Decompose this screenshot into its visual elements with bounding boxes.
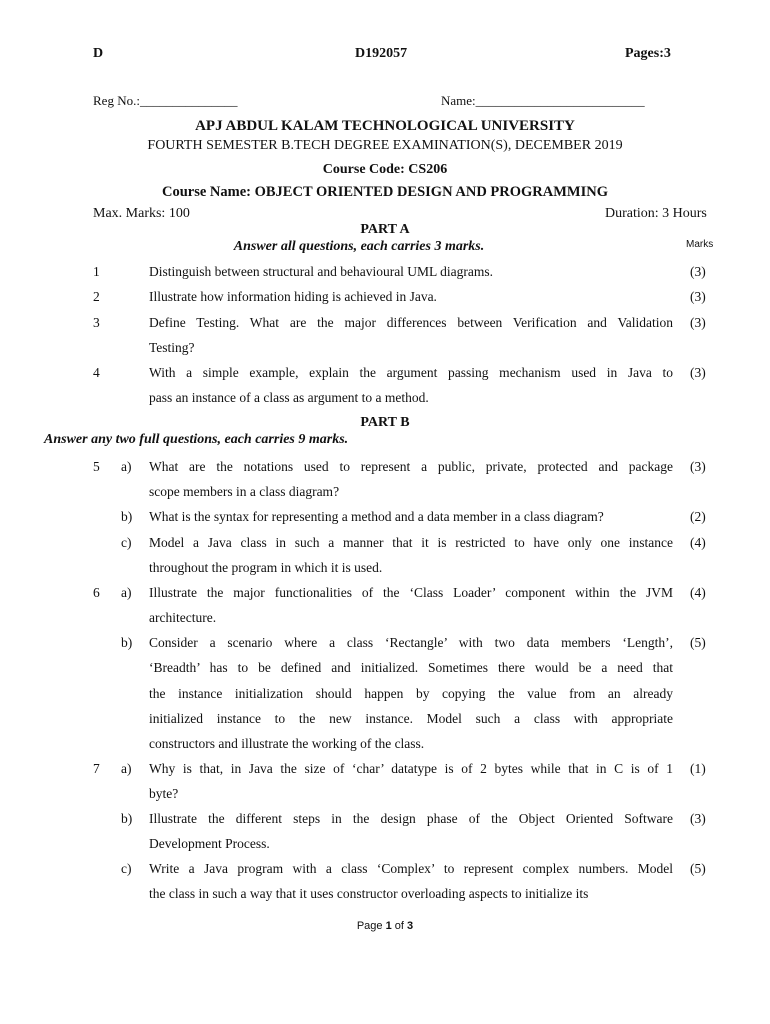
question-marks: (4)	[690, 535, 706, 550]
question-number: 7	[93, 761, 100, 776]
question-number: 4	[93, 365, 100, 380]
page-footer: Page 1 of 3	[356, 920, 414, 932]
subquestion-label: a)	[121, 761, 132, 776]
name-field: Name:__________________________	[441, 93, 645, 108]
part-a-instruction: Answer all questions, each carries 3 marks.	[233, 239, 485, 254]
question-text-line: What are the notations used to represent a public, private, protected and package	[149, 459, 673, 474]
question-marks: (5)	[690, 861, 706, 876]
question-text-line: Define Testing. What are the major differences between Verification and Validation	[149, 315, 673, 330]
question-text-line: architecture.	[149, 610, 217, 626]
subquestion-label: c)	[121, 535, 132, 550]
question-text-line: Testing?	[149, 340, 195, 356]
question-text-line: throughout the program in which it is used.	[149, 560, 383, 576]
question-marks: (3)	[690, 264, 706, 279]
question-text-line: pass an instance of a class as argument to a method.	[149, 390, 429, 406]
subquestion-label: a)	[121, 585, 132, 600]
question-number: 5	[93, 459, 100, 474]
duration: Duration: 3 Hours	[605, 206, 707, 221]
part-b-heading: PART B	[360, 415, 410, 430]
question-text-line: Development Process.	[149, 836, 270, 852]
part-b-instruction: Answer any two full questions, each carries 9 marks.	[44, 432, 349, 447]
question-text-line: scope members in a class diagram?	[149, 484, 340, 500]
question-text-line: the class in such a way that it uses constructor overloading aspects to initialize its	[149, 886, 589, 902]
max-marks: Max. Marks: 100	[93, 206, 190, 221]
paper-series: D	[93, 46, 104, 61]
question-marks: (3)	[690, 365, 706, 380]
question-marks: (1)	[690, 761, 706, 776]
question-marks: (3)	[690, 315, 706, 330]
question-marks: (2)	[690, 509, 706, 524]
question-number: 3	[93, 315, 100, 330]
question-marks: (3)	[690, 289, 706, 304]
question-text-line: Distinguish between structural and behavioural UML diagrams.	[149, 264, 494, 279]
question-marks: (3)	[690, 811, 706, 826]
question-number: 6	[93, 585, 100, 600]
subquestion-label: b)	[121, 635, 133, 650]
question-marks: (4)	[690, 585, 706, 600]
question-text-line: constructors and illustrate the working of the class.	[149, 736, 425, 752]
question-marks: (3)	[690, 459, 706, 474]
page-count: Pages:3	[625, 46, 671, 61]
question-text-line: What is the syntax for representing a method and a data member in a class diagram?	[149, 509, 604, 524]
subquestion-label: a)	[121, 459, 132, 474]
exam-title: FOURTH SEMESTER B.TECH DEGREE EXAMINATION(S), DECEMBER 2019	[147, 138, 623, 153]
question-marks: (5)	[690, 635, 706, 650]
question-text-line: Consider a scenario where a class ‘Rectangle’ with two data members ‘Length’,	[149, 635, 673, 650]
question-text-line: initialized instance to the new instance. Model such a class with appropriate	[149, 710, 673, 726]
question-text-line: Illustrate the major functionalities of the ‘Class Loader’ component within the JVM	[149, 585, 673, 600]
subquestion-label: c)	[121, 861, 132, 876]
course-code: Course Code: CS206	[322, 162, 448, 177]
question-text-line: byte?	[149, 786, 179, 802]
subquestion-label: b)	[121, 509, 133, 524]
question-text-line: Model a Java class in such a manner that it is restricted to have only one instance	[149, 535, 673, 550]
question-text-line: the instance initialization should happen by copying the value from an already	[149, 685, 673, 701]
question-number: 2	[93, 289, 100, 304]
course-name: Course Name: OBJECT ORIENTED DESIGN AND PROGRAMMING	[161, 184, 609, 200]
question-number: 1	[93, 264, 100, 279]
question-text-line: ‘Breadth’ has to be defined and initialized. Sometimes there would be a need that	[149, 660, 673, 676]
marks-column-header: Marks	[686, 239, 714, 250]
question-text-line: Illustrate the different steps in the design phase of the Object Oriented Software	[149, 811, 673, 826]
question-text-line: Why is that, in Java the size of ‘char’ datatype is of 2 bytes while that in C is of 1	[149, 761, 673, 776]
paper-code: D192057	[355, 46, 408, 61]
part-a-heading: PART A	[360, 222, 410, 237]
reg-no-field: Reg No.:_______________	[93, 93, 238, 108]
subquestion-label: b)	[121, 811, 133, 826]
question-text-line: Illustrate how information hiding is achieved in Java.	[149, 289, 437, 304]
university-title: APJ ABDUL KALAM TECHNOLOGICAL UNIVERSITY	[195, 118, 575, 134]
question-text-line: Write a Java program with a class ‘Complex’ to represent complex numbers. Model	[149, 861, 673, 876]
question-text-line: With a simple example, explain the argument passing mechanism used in Java to	[149, 365, 673, 380]
